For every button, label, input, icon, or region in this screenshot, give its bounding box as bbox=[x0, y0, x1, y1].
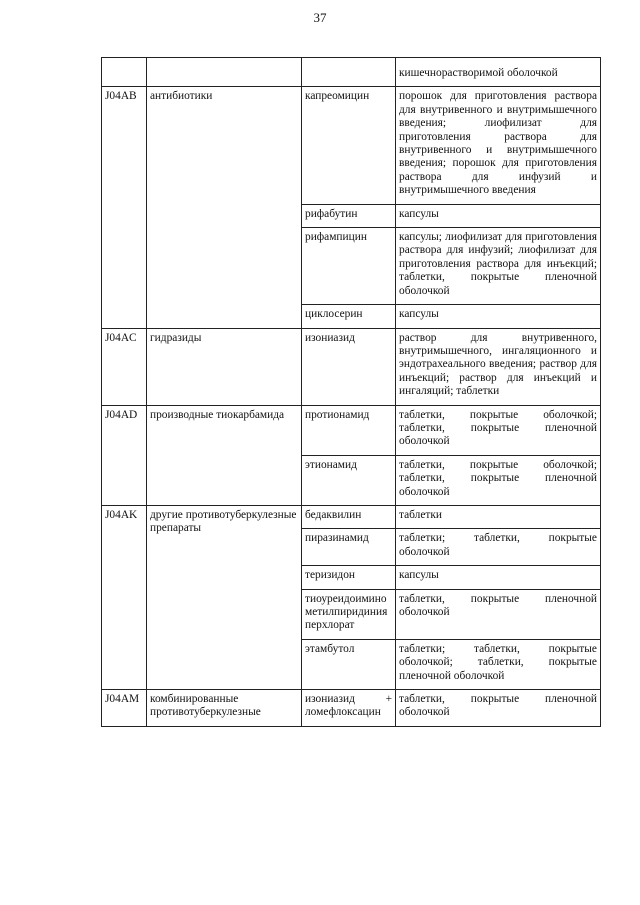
drug-name-cell bbox=[302, 58, 396, 87]
dosage-form-cell bbox=[396, 505, 601, 528]
dosage-form-cell bbox=[396, 228, 601, 305]
atc-code: J04AD bbox=[105, 408, 138, 421]
dosage-form-cell bbox=[396, 58, 601, 87]
drug-name: капреомицин bbox=[305, 90, 370, 103]
drug-name-cell bbox=[302, 455, 396, 505]
drug-classification-table bbox=[101, 57, 601, 727]
atc-code-cell bbox=[102, 328, 147, 405]
table-row bbox=[102, 690, 601, 727]
table-row bbox=[102, 505, 601, 528]
drug-name-cell bbox=[302, 505, 396, 528]
dosage-form-text: таблетки, покрытые пленочной оболочкой bbox=[399, 693, 597, 719]
table-row bbox=[102, 58, 601, 87]
group-name: другие противотуберкулезные препараты bbox=[150, 508, 297, 535]
drug-name: теризидон bbox=[305, 569, 356, 582]
group-cell bbox=[147, 87, 302, 328]
drug-name-cell bbox=[302, 87, 396, 204]
code-cell bbox=[102, 58, 147, 87]
dosage-form-cell bbox=[396, 566, 601, 589]
drug-name-cell bbox=[302, 204, 396, 227]
page-number: 37 bbox=[313, 10, 327, 25]
table-row bbox=[102, 405, 601, 455]
drug-name-cell bbox=[302, 529, 396, 566]
dosage-form-text: капсулы bbox=[399, 569, 439, 582]
drug-name-cell bbox=[302, 228, 396, 305]
dosage-form-text: таблетки, покрытые оболочкой; таблетки, покрытые пленочной оболочкой bbox=[399, 458, 597, 498]
drug-name-cell bbox=[302, 405, 396, 455]
drug-name-cell bbox=[302, 305, 396, 328]
atc-code-cell bbox=[102, 690, 147, 727]
atc-code: J04AC bbox=[105, 331, 137, 344]
drug-name: циклосерин bbox=[305, 308, 363, 321]
group-cell bbox=[147, 58, 302, 87]
drug-name: бедаквилин bbox=[305, 508, 362, 521]
atc-code-cell bbox=[102, 87, 147, 328]
dosage-form-text: таблетки, покрытые оболочкой; таблетки, покрытые пленочной оболочкой bbox=[399, 408, 597, 448]
atc-code-cell bbox=[102, 405, 147, 505]
group-name: антибиотики bbox=[150, 90, 213, 103]
drug-name: пиразинамид bbox=[305, 532, 369, 545]
drug-name: рифабутин bbox=[305, 207, 358, 220]
atc-code: J04AM bbox=[105, 693, 140, 706]
drug-name: этамбутол bbox=[305, 642, 355, 655]
dosage-form-text: таблетки bbox=[399, 508, 443, 521]
dosage-form-cell bbox=[396, 455, 601, 505]
atc-code-cell bbox=[102, 505, 147, 689]
atc-code: J04AK bbox=[105, 508, 138, 521]
dosage-form-cell bbox=[396, 589, 601, 639]
dosage-form-cell bbox=[396, 529, 601, 566]
dosage-form-cell bbox=[396, 405, 601, 455]
drug-name-cell bbox=[302, 328, 396, 405]
table-row bbox=[102, 87, 601, 204]
dosage-form-text: капсулы; лиофилизат для приготовления раствора для инфузий; лиофилизат для приготовления раствора для инъекций; таблетки, покрытые пленочной оболочкой bbox=[399, 231, 597, 297]
dosage-form-text: кишечнорастворимой оболочкой bbox=[399, 67, 558, 79]
table-row bbox=[102, 328, 601, 405]
dosage-form-text: раствор для внутривенного, внутримышечного, ингаляционного и эндотрахеального введения; раствор для инъекций; раствор для инъекций и ингаляций; таблетки bbox=[399, 331, 597, 398]
drug-name-cell bbox=[302, 690, 396, 727]
drug-name: изониазид bbox=[305, 331, 355, 344]
dosage-form-cell bbox=[396, 690, 601, 727]
drug-name: этионамид bbox=[305, 458, 357, 471]
drug-name: тиоуреидоиминометилпиридиния перхлорат bbox=[305, 592, 388, 632]
dosage-form-cell bbox=[396, 328, 601, 405]
dosage-form-cell bbox=[396, 87, 601, 204]
group-cell bbox=[147, 405, 302, 505]
dosage-form-text: таблетки, покрытые пленочной оболочкой bbox=[399, 592, 597, 618]
dosage-form-text: таблетки; таблетки, покрытые оболочкой bbox=[399, 532, 597, 558]
drug-name-cell bbox=[302, 566, 396, 589]
drug-name-cell bbox=[302, 589, 396, 639]
dosage-form-text: порошок для приготовления раствора для внутривенного и внутримышечного введения; лиофилизат для приготовления раствора для внутривенного и внутримышечного введения; порошок для приготовления раствора для инфузий и внутримышечного введения bbox=[399, 90, 597, 197]
dosage-form-cell bbox=[396, 639, 601, 689]
dosage-form-text: капсулы bbox=[399, 207, 439, 220]
group-cell bbox=[147, 328, 302, 405]
drug-name: изониазид + ломефлоксацин bbox=[305, 693, 392, 719]
group-name: комбинированные противотуберкулезные bbox=[150, 693, 261, 719]
dosage-form-cell bbox=[396, 204, 601, 227]
atc-code: J04AB bbox=[105, 90, 137, 103]
drug-name: протионамид bbox=[305, 408, 370, 421]
group-name: производные тиокарбамида bbox=[150, 408, 285, 421]
drug-name: рифампицин bbox=[305, 231, 367, 244]
dosage-form-cell bbox=[396, 305, 601, 328]
group-name: гидразиды bbox=[150, 331, 202, 344]
drug-name-cell bbox=[302, 639, 396, 689]
group-cell bbox=[147, 505, 302, 689]
group-cell bbox=[147, 690, 302, 727]
dosage-form-text: таблетки; таблетки, покрытые оболочкой; таблетки, покрытые пленочной оболочкой bbox=[399, 642, 597, 682]
dosage-form-text: капсулы bbox=[399, 308, 439, 321]
